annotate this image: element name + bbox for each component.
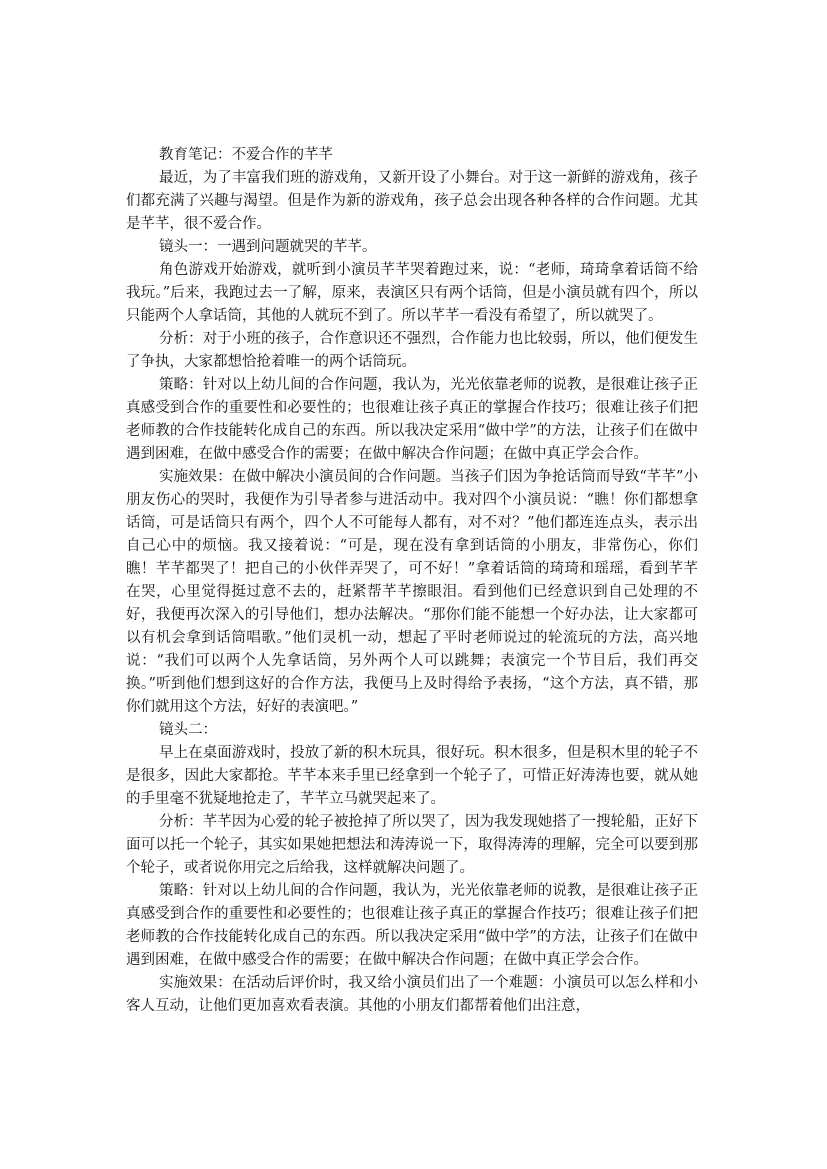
paragraph-scene-two-heading: 镜头二：	[159, 722, 217, 738]
paragraph-intro: 最近，为了丰富我们班的游戏角，又新开设了小舞台。对于这一新鲜的游戏角，孩子们都充满了兴趣与渴望。但是作为新的游戏角，孩子总会出现各种各样的合作问题。尤其是芊芊，很不爱合作。	[126, 170, 698, 232]
paragraph-scene-one-analysis: 分析：对于小班的孩子，合作意识还不强烈，合作能力也比较弱，所以，他们便发生了争执，大家都想恰抢着唯一的两个话筒玩。	[126, 331, 698, 370]
paragraph-scene-one-story: 角色游戏开始游戏，就听到小演员芊芊哭着跑过来，说：“老师，琦琦拿着话筒不给我玩。”后来，我跑过去一了解，原来，表演区只有两个话筒，但是小演员就有四个，所以只能两个人拿话筒，其他的人就玩不到了。所以芊芊一看没有希望了，所以就哭了。	[126, 262, 698, 324]
document-page	[126, 144, 698, 1018]
paragraph-scene-two-effect: 实施效果：在活动后评价时，我又给小演员们出了一个难题：小演员可以怎么样和小客人互动，让他们更加喜欢看表演。其他的小朋友们都帮着他们出注意，	[126, 975, 698, 1014]
document-title: 教育笔记：不爱合作的芊芊	[159, 147, 333, 163]
paragraph-scene-two-strategy: 策略：针对以上幼儿间的合作问题，我认为，光光依靠老师的说教，是很难让孩子正真感受到合作的重要性和必要性的；也很难让孩子真正的掌握合作技巧；很难让孩子们把老师教的合作技能转化成自己的东西。所以我决定采用“做中学”的方法，让孩子们在做中遇到困难，在做中感受合作的需要；在做中解决合作问题；在做中真正学会合作。	[126, 883, 698, 968]
paragraph-scene-two-analysis: 分析：芊芊因为心爱的轮子被抢掉了所以哭了，因为我发现她搭了一搜轮船，正好下面可以托一个轮子，其实如果她把想法和涛涛说一下，取得涛涛的理解，完全可以要到那个轮子，或者说你用完之后给我，这样就解决问题了。	[126, 814, 698, 876]
paragraph-scene-one-effect: 实施效果：在做中解决小演员间的合作问题。当孩子们因为争抢话筒而导致“芊芊”小朋友伤心的哭时，我便作为引导者参与进活动中。我对四个小演员说：“瞧！你们都想拿话筒，可是话筒只有两个，四个人不可能每人都有，对不对？”他们都连连点头，表示出自己心中的烦恼。我又接着说：“可是，现在没有拿到话筒的小朋友，非常伤心，你们瞧！芊芊都哭了！把自己的小伙伴弄哭了，可不好！”拿着话筒的琦琦和瑶瑶，看到芊芊在哭，心里觉得挺过意不去的，赶紧帮芊芊擦眼泪。看到他们已经意识到自己处理的不好，我便再次深入的引导他们，想办法解决。“那你们能不能想一个好办法，让大家都可以有机会拿到话筒唱歌。”他们灵机一动，想起了平时老师说过的轮流玩的方法，高兴地说：“我们可以两个人先拿话筒，另外两个人可以跳舞；表演完一个节目后，我们再交换。”听到他们想到这好的合作方法，我便马上及时得给予表扬，“这个方法，真不错，那你们就用这个方法，好好的表演吧。”	[126, 469, 698, 715]
paragraph-scene-one-heading: 镜头一：一遇到问题就哭的芊芊。	[159, 239, 377, 255]
paragraph-scene-one-strategy: 策略：针对以上幼儿间的合作问题，我认为，光光依靠老师的说教，是很难让孩子正真感受到合作的重要性和必要性的；也很难让孩子真正的掌握合作技巧；很难让孩子们把老师教的合作技能转化成自己的东西。所以我决定采用“做中学”的方法，让孩子们在做中遇到困难，在做中感受合作的需要；在做中解决合作问题；在做中真正学会合作。	[126, 377, 698, 462]
paragraph-scene-two-story: 早上在桌面游戏时，投放了新的积木玩具，很好玩。积木很多，但是积木里的轮子不是很多，因此大家都抢。芊芊本来手里已经拿到一个轮子了，可惜正好涛涛也要，就从她的手里毫不犹疑地抢走了，芊芊立马就哭起来了。	[126, 745, 698, 807]
